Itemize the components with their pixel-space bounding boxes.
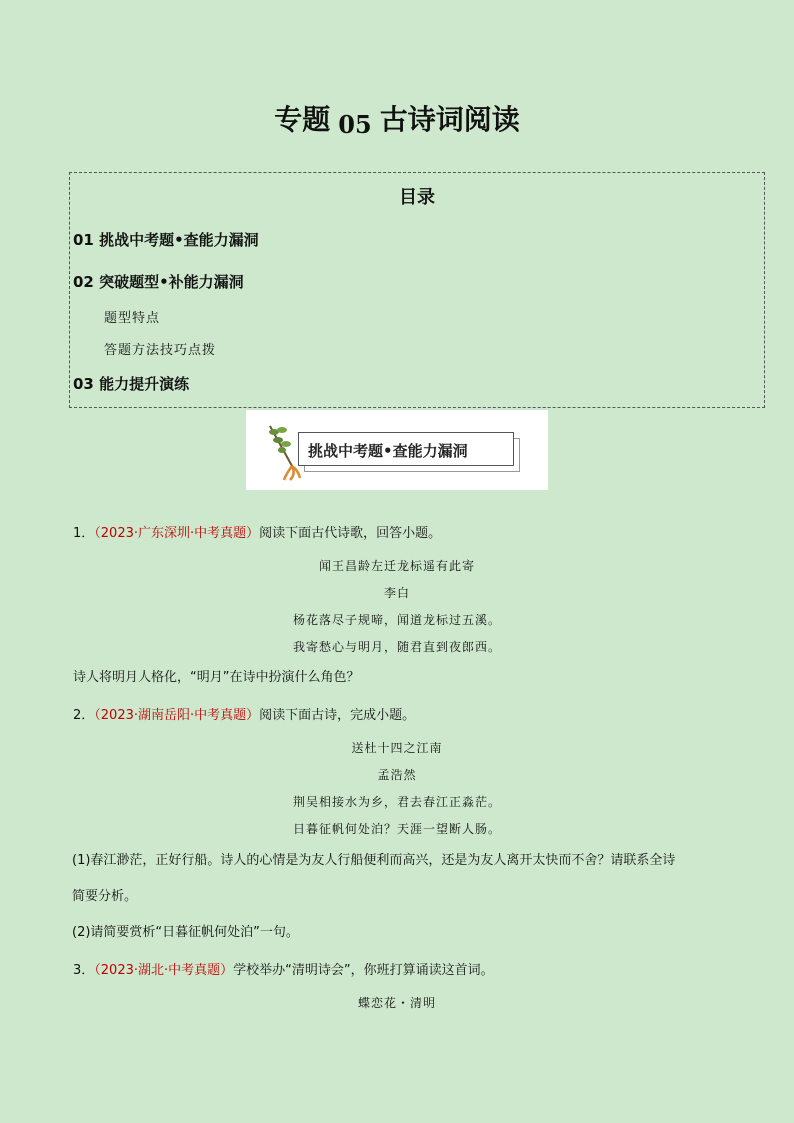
poem-line: 荆吴相接水为乡，君去春江正淼茫。 bbox=[292, 795, 501, 809]
question-source: （2023·广东深圳·中考真题） bbox=[94, 526, 260, 541]
poem-line: 日暮征帆何处泊？天涯一望断人肠。 bbox=[292, 822, 501, 836]
question-source: （2023·湖北·中考真题） bbox=[94, 963, 234, 978]
title-prefix: 专题 bbox=[274, 103, 331, 136]
question-number: 3． bbox=[73, 963, 95, 978]
toc-item-03[interactable]: 03 能力提升演练 bbox=[73, 375, 190, 393]
poem-line: 我寄愁心与明月，随君直到夜郎西。 bbox=[292, 640, 501, 654]
question-number: 2． bbox=[73, 708, 95, 723]
page-title bbox=[0, 98, 794, 138]
question-2 bbox=[73, 704, 415, 723]
toc-sub-techniques[interactable]: 答题方法技巧点拨 bbox=[104, 343, 217, 358]
question-ask: (2)请简要赏析“日暮征帆何处泊”一句。 bbox=[72, 925, 299, 940]
title-suffix: 古诗词阅读 bbox=[379, 103, 520, 136]
toc-heading: 目录 bbox=[399, 187, 435, 208]
toc-item-01[interactable]: 01 挑战中考题•查能力漏洞 bbox=[73, 231, 259, 249]
question-ask: 诗人将明月人格化，“明月”在诗中扮演什么角色？ bbox=[73, 670, 360, 685]
question-number: 1． bbox=[73, 526, 95, 541]
title-number: 05 bbox=[338, 110, 372, 139]
table-of-contents bbox=[69, 172, 765, 408]
question-prompt: 阅读下面古诗，完成小题。 bbox=[259, 708, 416, 723]
poem-author: 李白 bbox=[383, 586, 410, 600]
poem-title: 送杜十四之江南 bbox=[351, 741, 443, 755]
question-prompt: 学校举办“清明诗会”，你班打算诵读这首词。 bbox=[233, 963, 494, 978]
poem-title: 闻王昌龄左迁龙标遥有此寄 bbox=[318, 559, 475, 573]
toc-item-02[interactable]: 02 突破题型•补能力漏洞 bbox=[73, 273, 244, 291]
question-source: （2023·湖南岳阳·中考真题） bbox=[94, 708, 260, 723]
poem-author: 孟浩然 bbox=[377, 768, 417, 782]
banner-label: 挑战中考题•查能力漏洞 bbox=[308, 442, 468, 460]
poem-line: 杨花落尽子规啼，闻道龙标过五溪。 bbox=[292, 613, 501, 627]
question-prompt: 阅读下面古代诗歌，回答小题。 bbox=[259, 526, 442, 541]
section-banner bbox=[246, 410, 548, 490]
poem-title: 蝶恋花・清明 bbox=[357, 996, 436, 1010]
toc-sub-features[interactable]: 题型特点 bbox=[104, 311, 161, 326]
question-ask: 简要分析。 bbox=[72, 889, 138, 904]
question-1 bbox=[73, 522, 441, 541]
question-3 bbox=[73, 959, 494, 978]
question-ask: (1)春江渺茫，正好行船。诗人的心情是为友人行船便利而高兴，还是为友人离开太快而不舍？请联系全诗 bbox=[72, 853, 676, 868]
